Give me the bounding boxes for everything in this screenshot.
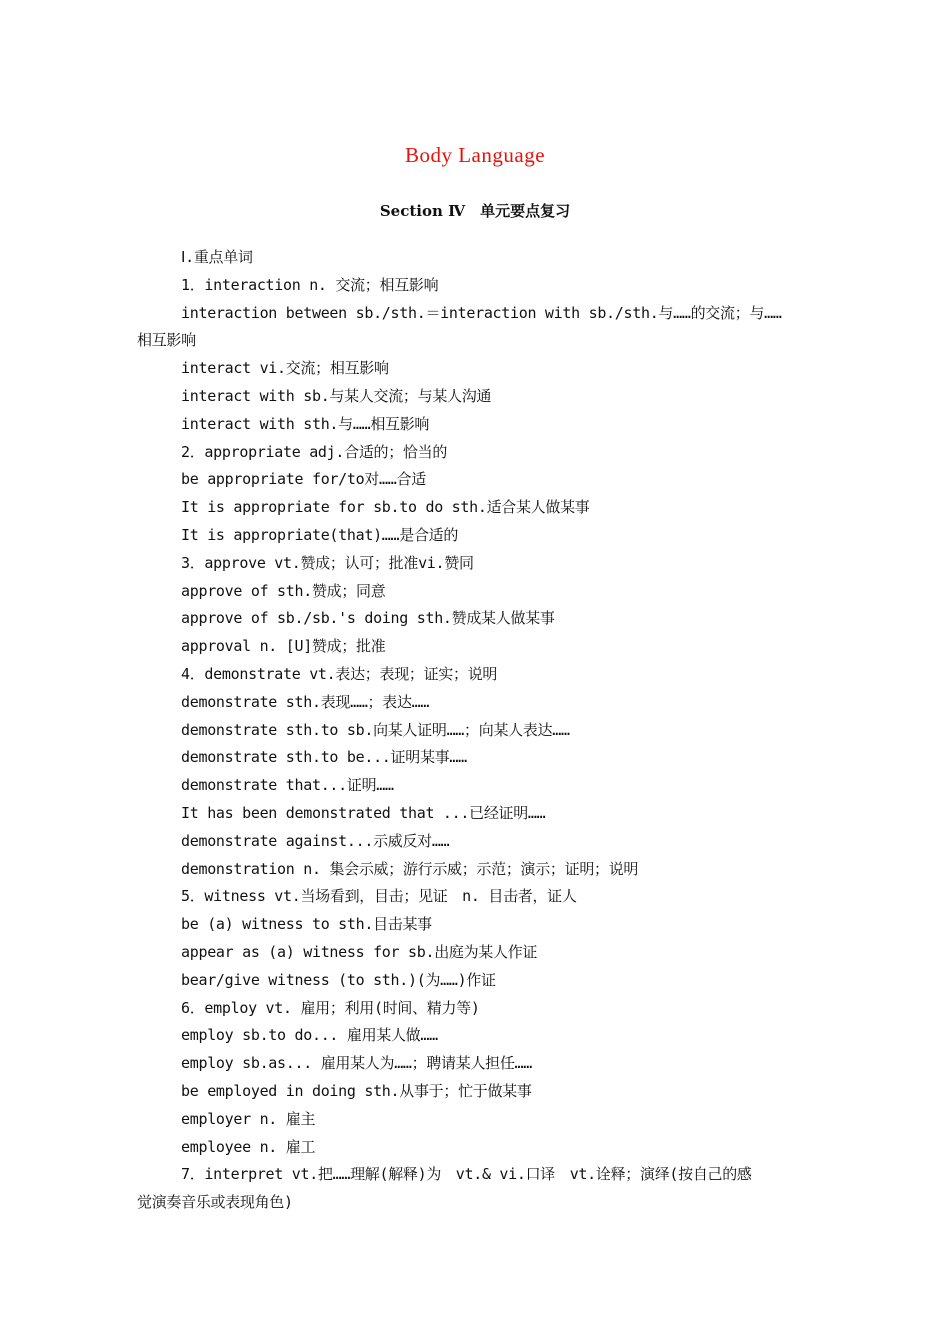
list-item: bear/give witness (to sth.)(为……)作证 [181, 970, 496, 989]
list-item: 4．demonstrate vt.表达；表现；证实；说明 [181, 664, 498, 683]
list-item: demonstration n. 集会示威；游行示威；示范；演示；证明；说明 [181, 859, 639, 878]
section-heading: Section Ⅳ 单元要点复习 [379, 202, 571, 220]
list-item: demonstrate against...示威反对…… [181, 831, 450, 850]
list-item: interact with sb.与某人交流；与某人沟通 [181, 386, 492, 405]
list-item: employee n. 雇工 [181, 1137, 316, 1156]
list-item: demonstrate sth.to sb.向某人证明……；向某人表达…… [181, 720, 570, 739]
list-item: It has been demonstrated that ...已经证明…… [181, 803, 546, 822]
list-item: demonstrate sth.to be...证明某事…… [181, 748, 467, 767]
list-item: approval n. [U]赞成；批准 [181, 637, 386, 656]
list-item: interaction between sb./sth.＝interaction with sb./sth.与……的交流；与…… [181, 303, 782, 322]
list-item: be (a) witness to sth.目击某事 [181, 915, 432, 934]
list-item: It is appropriate for sb.to do sth.适合某人做某事 [181, 498, 590, 517]
list-item: employ sb.to do... 雇用某人做…… [181, 1026, 438, 1045]
list-item: 觉演奏音乐或表现角色) [137, 1193, 293, 1212]
list-item: demonstrate that...证明…… [181, 776, 394, 795]
list-item: 3．approve vt.赞成；认可；批准vi.赞同 [181, 553, 474, 572]
list-item: interact vi.交流；相互影响 [181, 359, 389, 378]
list-item: It is appropriate(that)……是合适的 [181, 525, 459, 544]
list-item: 1．interaction n. 交流；相互影响 [181, 275, 439, 294]
list-item: 7．interpret vt.把……理解(解释)为 vt.& vi.口译 vt.诠释；演绎(按自己的感 [181, 1165, 752, 1184]
document-title: Body Language [404, 143, 546, 167]
list-item: be employed in doing sth.从事于；忙于做某事 [181, 1081, 532, 1100]
list-item: demonstrate sth.表现……；表达…… [181, 692, 430, 711]
list-item: appear as (a) witness for sb.出庭为某人作证 [181, 942, 538, 961]
list-item: 5．witness vt.当场看到，目击；见证 n. 目击者，证人 [181, 887, 577, 906]
list-item: 相互影响 [137, 331, 196, 350]
list-item: approve of sth.赞成；同意 [181, 581, 386, 600]
vocabulary-list [137, 244, 817, 1217]
list-item: interact with sth.与……相互影响 [181, 414, 430, 433]
list-item: 6．employ vt. 雇用；利用(时间、精力等) [181, 998, 480, 1017]
list-item: employer n. 雇主 [181, 1109, 316, 1128]
list-item: employ sb.as... 雇用某人为……；聘请某人担任…… [181, 1054, 533, 1073]
list-heading: Ⅰ.重点单词 [181, 248, 253, 266]
list-item: 2．appropriate adj.合适的；恰当的 [181, 442, 448, 461]
list-item: be appropriate for/to对……合适 [181, 470, 426, 489]
list-item: approve of sb./sb.'s doing sth.赞成某人做某事 [181, 609, 555, 628]
